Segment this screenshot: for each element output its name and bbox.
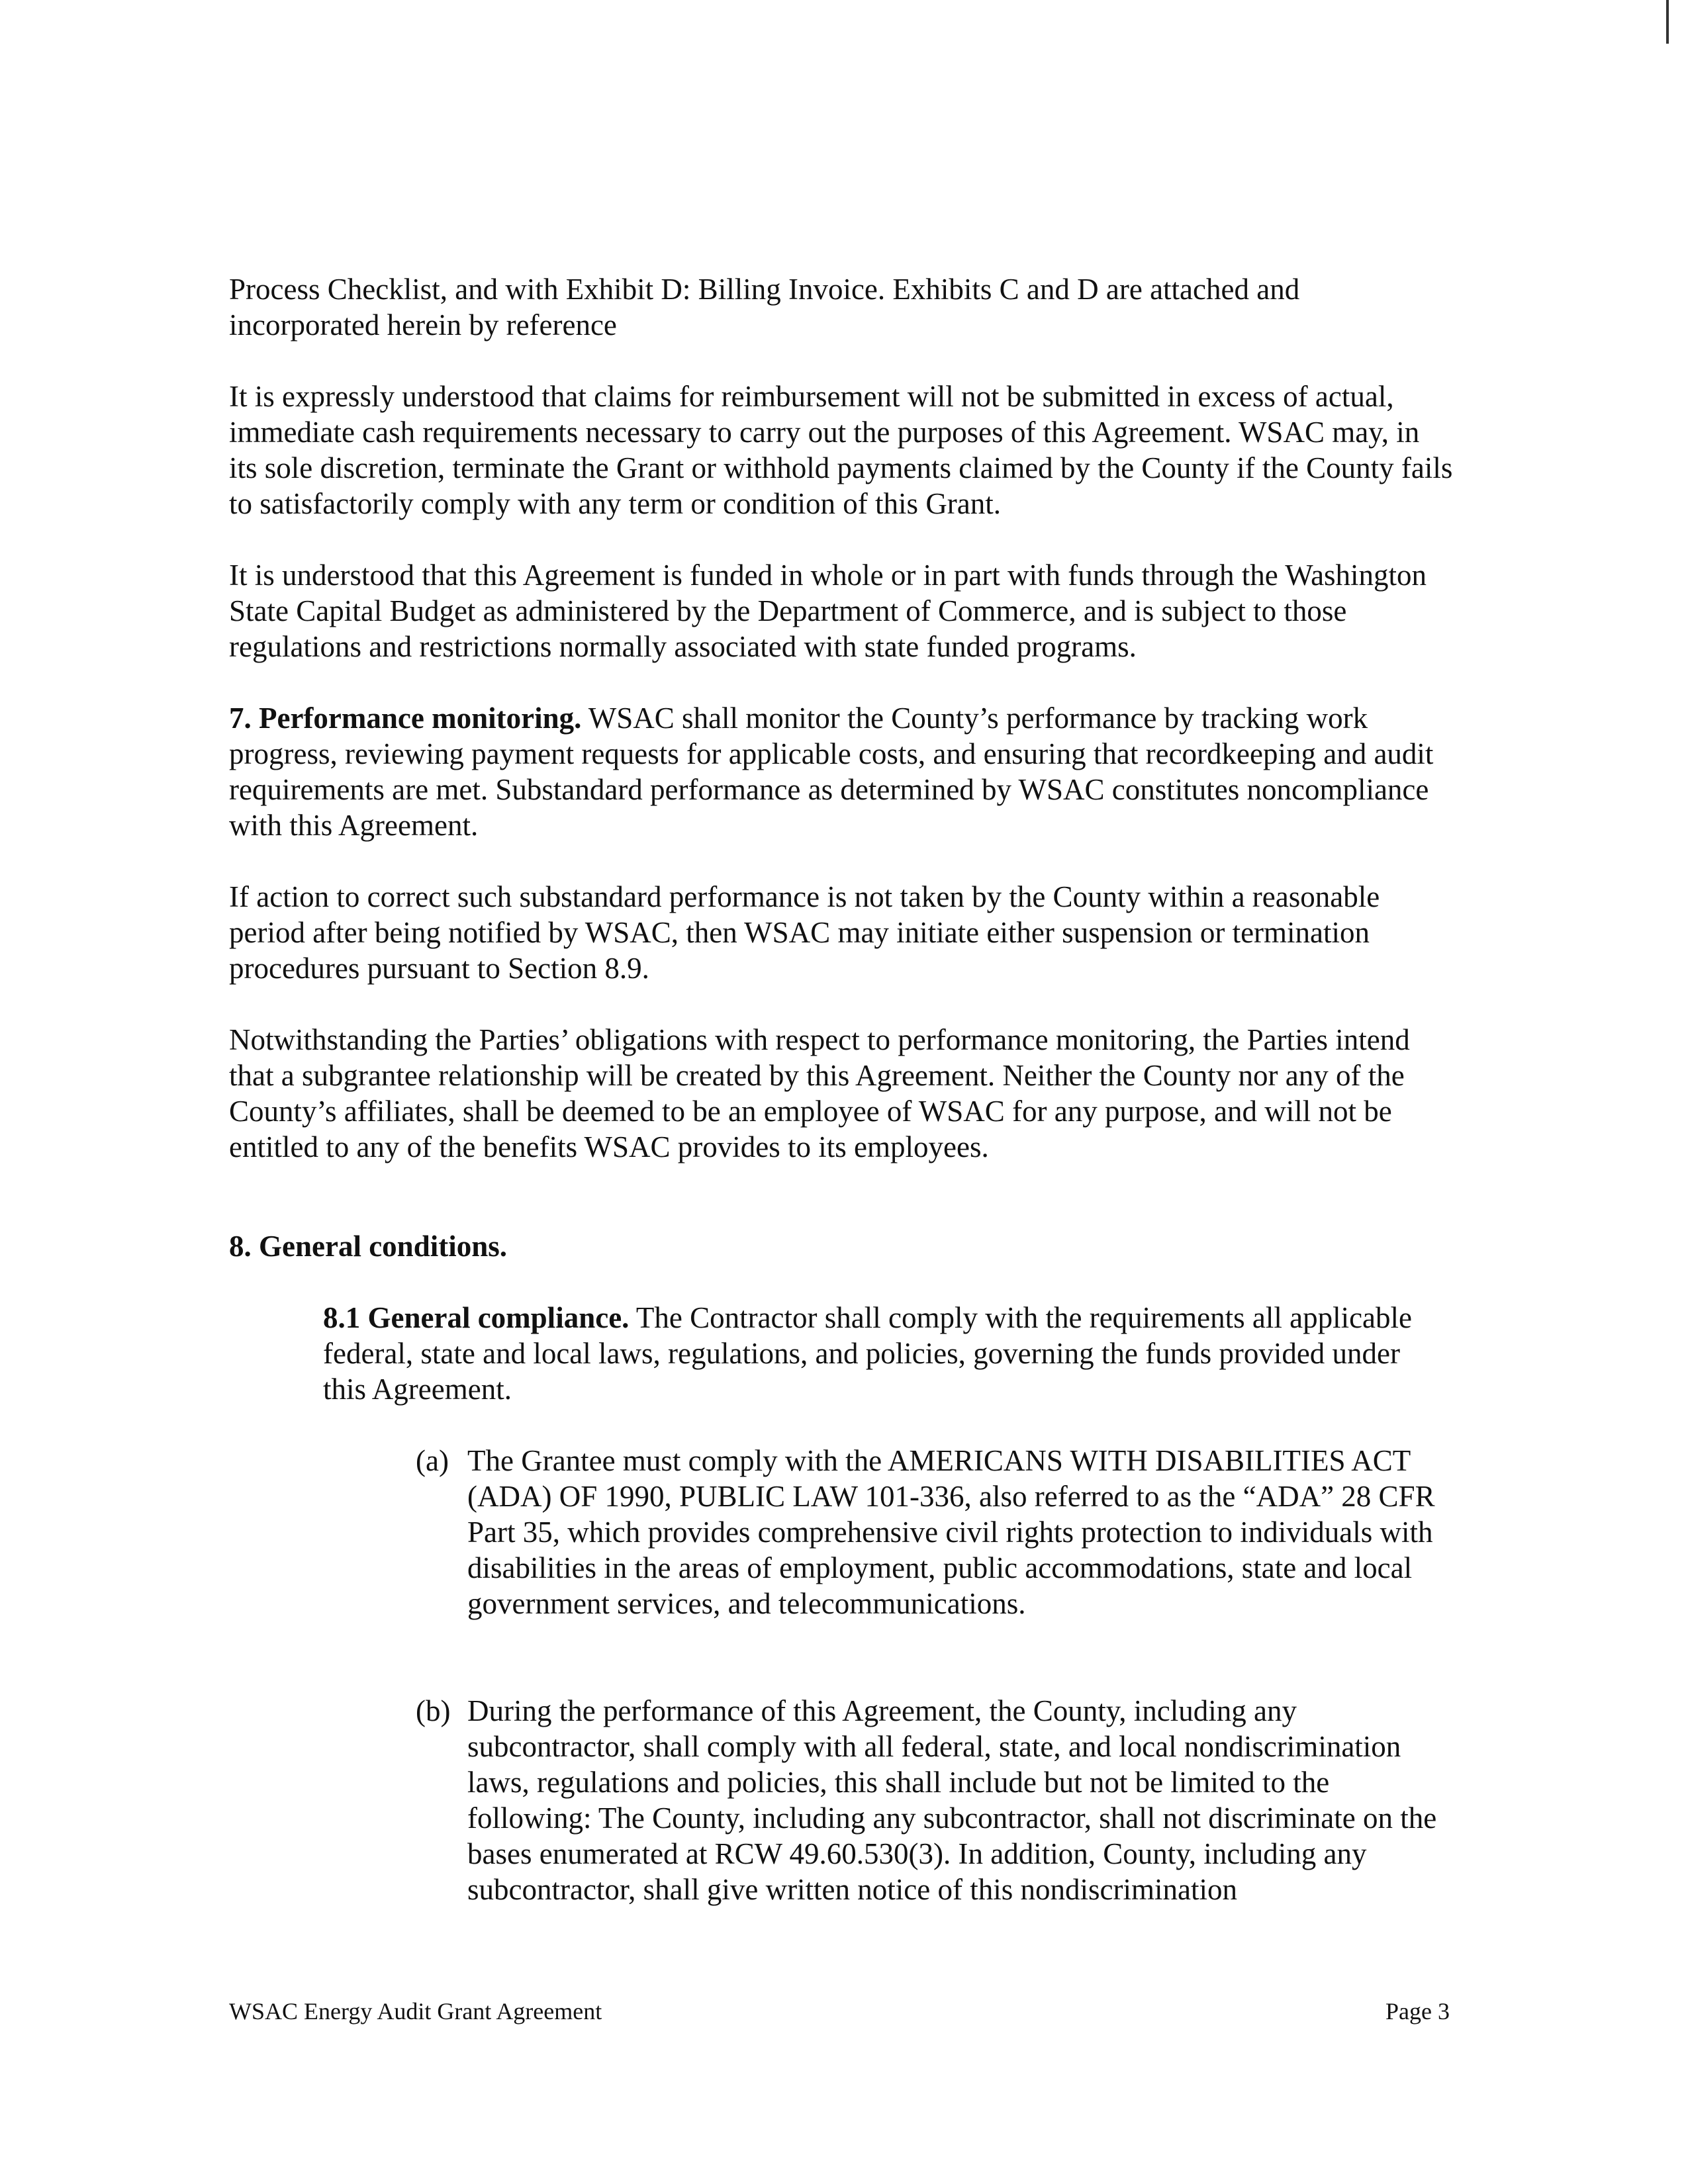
list-marker-a: (a): [416, 1444, 449, 1477]
section-8-1-general-compliance: [323, 1300, 1448, 1407]
paragraph-funding-source: It is understood that this Agreement is funded in whole or in part with funds through the Washington State Capital Budget as administered by the Department of Commerce, and is subject to those regulations and restrictions normally associated with state funded programs.: [229, 559, 1427, 663]
list-item-b-text: During the performance of this Agreement, the County, including any subcontractor, shall comply with all federal, state, and local nondiscrimination laws, regulations and policies, this shall include but not be limited to the following: The County, including any subcontractor, shall not discriminate on the bases enumerated at RCW 49.60.530(3). In addition, County, including any subcontractor, shall give written notice of this nondiscrimination: [467, 1694, 1437, 1906]
paragraph-exhibits-continued: Process Checklist, and with Exhibit D: Billing Invoice. Exhibits C and D are attached and incorporated herein by reference: [229, 273, 1300, 341]
paragraph-subgrantee-relationship: Notwithstanding the Parties’ obligations with respect to performance monitoring, the Parties intend that a subgrantee relationship will be created by this Agreement. Neither the County nor any of the County’s affiliates, shall be deemed to be an employee of WSAC for any purpose, and will not be entitled to any of the benefits WSAC provides to its employees.: [229, 1023, 1410, 1163]
section-7-text: WSAC shall monitor the County’s performance by tracking work progress, reviewing payment requests for applicable costs, and ensuring that recordkeeping and audit requirements are met. Substandard performance as determined by WSAC constitutes noncompliance with this Agreement.: [229, 702, 1434, 842]
scan-edge-mark: [1666, 0, 1669, 44]
paragraph-reimbursement-claims: It is expressly understood that claims for reimbursement will not be submitted in excess of actual, immediate cash requirements necessary to carry out the purposes of this Agreement. WSAC may, in its sole discretion, terminate the Grant or withhold payments claimed by the County if the County fails to satisfactorily comply with any term or condition of this Grant.: [229, 380, 1453, 520]
section-8-1-text: The Contractor shall comply with the requirements all applicable federal, state and local laws, regulations, and policies, governing the funds provided under this Agreement.: [323, 1301, 1412, 1406]
list-item-a: [416, 1443, 1448, 1621]
list-item-b: [416, 1693, 1448, 1907]
list-marker-b: (b): [416, 1694, 451, 1727]
footer-document-title: WSAC Energy Audit Grant Agreement: [229, 1998, 602, 2025]
section-8-heading: 8. General conditions.: [229, 1230, 508, 1263]
paragraph-corrective-action: If action to correct such substandard performance is not taken by the County within a reasonable period after being notified by WSAC, then WSAC may initiate either suspension or termination procedures pursuant to Section 8.9.: [229, 880, 1380, 985]
section-7-heading: 7. Performance monitoring.: [229, 702, 582, 735]
section-8-1-heading: 8.1 General compliance.: [323, 1301, 630, 1334]
footer-page-number: Page 3: [1385, 1998, 1450, 2025]
list-item-a-text: The Grantee must comply with the AMERICANS WITH DISABILITIES ACT (ADA) OF 1990, PUBLIC LAW 101-336, also referred to as the “ADA” 28 CFR Part 35, which provides comprehensive civil rights protection to individuals with disabilities in the areas of employment, public accommodations, state and local government services, and telecommunications.: [467, 1444, 1435, 1620]
section-7-performance-monitoring: [229, 700, 1454, 843]
